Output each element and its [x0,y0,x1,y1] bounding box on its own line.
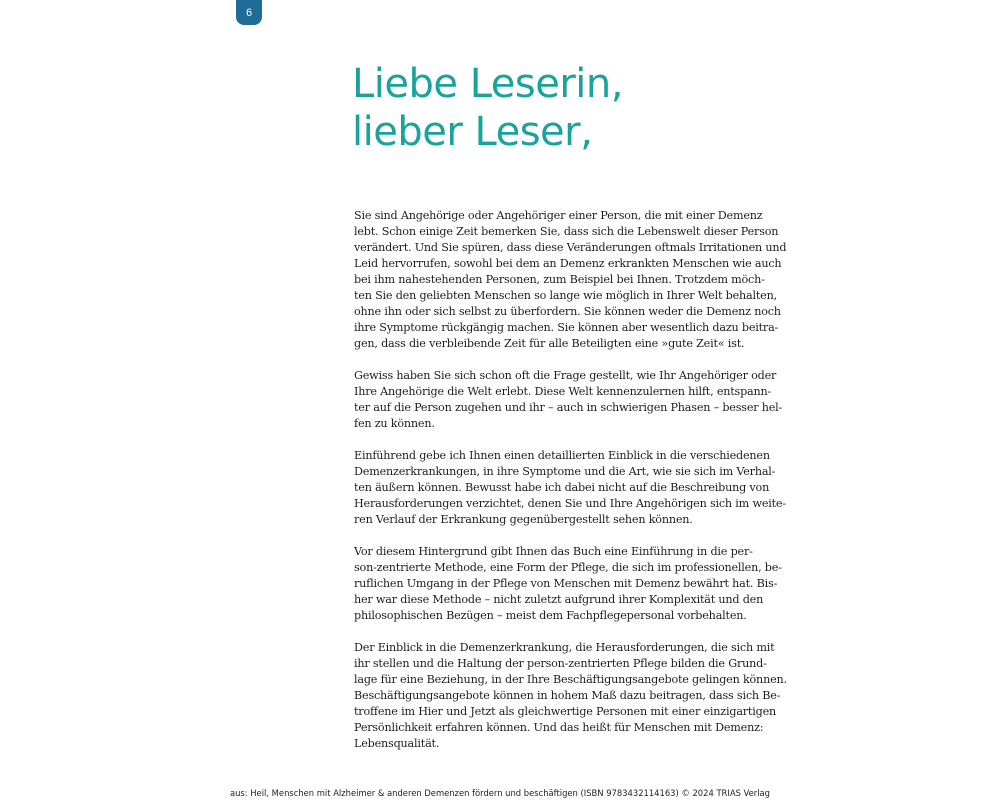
paragraph [354,368,783,432]
text-line: verändert. Und Sie spüren, dass diese Veränderungen oftmals Irritationen und [354,241,787,254]
text-line: Einführend gebe ich Ihnen einen detaillierten Einblick in die verschiedenen [354,449,770,462]
text-line: ihre Symptome rückgängig machen. Sie können aber wesentlich dazu beitra- [354,321,779,334]
text-line: ter auf die Person zugehen und ihr – auch in schwierigen Phasen – besser hel- [354,401,783,414]
paragraph [354,640,787,752]
text-line: Gewiss haben Sie sich schon oft die Frage gestellt, wie Ihr Angehöriger oder [354,369,777,382]
page-number: 6 [245,6,253,19]
text-line: bei ihm nahestehenden Personen, zum Beispiel bei Ihnen. Trotzdem möch- [354,273,765,286]
text-line: Sie sind Angehörige oder Angehöriger einer Person, die mit einer Demenz [354,209,763,222]
title-line: lieber Leser, [352,109,593,155]
body-text [354,208,787,768]
page-title [352,60,623,156]
paragraph [354,448,786,528]
text-line: troffene im Hier und Jetzt als gleichwertige Personen mit einer einzigartigen [354,705,776,718]
text-line: Der Einblick in die Demenzerkrankung, die Herausforderungen, die sich mit [354,641,775,654]
text-line: gen, dass die verbleibende Zeit für alle Beteiligten eine »gute Zeit« ist. [354,337,745,350]
text-line: son-zentrierte Methode, eine Form der Pflege, die sich im professionellen, be- [354,561,782,574]
text-line: philosophischen Bezügen – meist dem Fachpflegepersonal vorbehalten. [354,609,747,622]
page-number-tab [236,0,262,25]
text-line: Vor diesem Hintergrund gibt Ihnen das Buch eine Einführung in die per- [354,545,753,558]
text-line: ten äußern können. Bewusst habe ich dabei nicht auf die Beschreibung von [354,481,770,494]
text-line: Herausforderungen verzichtet, denen Sie und Ihre Angehörigen sich im weite- [354,497,786,510]
text-line: ohne ihn oder sich selbst zu überfordern. Sie können weder die Demenz noch [354,305,781,318]
text-line: lebt. Schon einige Zeit bemerken Sie, dass sich die Lebenswelt dieser Person [354,225,779,238]
text-line: ruflichen Umgang in der Pflege von Menschen mit Demenz bewährt hat. Bis- [354,577,778,590]
text-line: ren Verlauf der Erkrankung gegenübergestellt sehen können. [354,513,693,526]
text-line: Ihre Angehörige die Welt erlebt. Diese Welt kennenzulernen hilft, entspann- [354,385,772,398]
text-line: fen zu können. [354,417,435,430]
text-line: Demenzerkrankungen, in ihre Symptome und die Art, wie sie sich im Verhal- [354,465,776,478]
title-line: Liebe Leserin, [352,61,623,107]
text-line: ihr stellen und die Haltung der person-zentrierten Pflege bilden die Grund- [354,657,767,670]
text-line: her war diese Methode – nicht zuletzt aufgrund ihrer Komplexität und den [354,593,764,606]
text-line: ten Sie den geliebten Menschen so lange wie möglich in Ihrer Welt behalten, [354,289,777,302]
text-line: Leid hervorrufen, sowohl bei dem an Demenz erkrankten Menschen wie auch [354,257,782,270]
paragraph [354,208,787,352]
text-line: Lebensqualität. [354,737,440,750]
text-line: Beschäftigungsangebote können in hohem Maß dazu beitragen, dass sich Be- [354,689,781,702]
text-line: lage für eine Beziehung, in der Ihre Beschäftigungsangebote gelingen können. [354,673,787,686]
text-line: Persönlichkeit erfahren können. Und das heißt für Menschen mit Demenz: [354,721,764,734]
source-footer: aus: Heil, Menschen mit Alzheimer & anderen Demenzen fördern und beschäftigen (ISBN 9783432114163) © 2024 TRIAS Verlag [229,788,771,798]
paragraph [354,544,782,624]
